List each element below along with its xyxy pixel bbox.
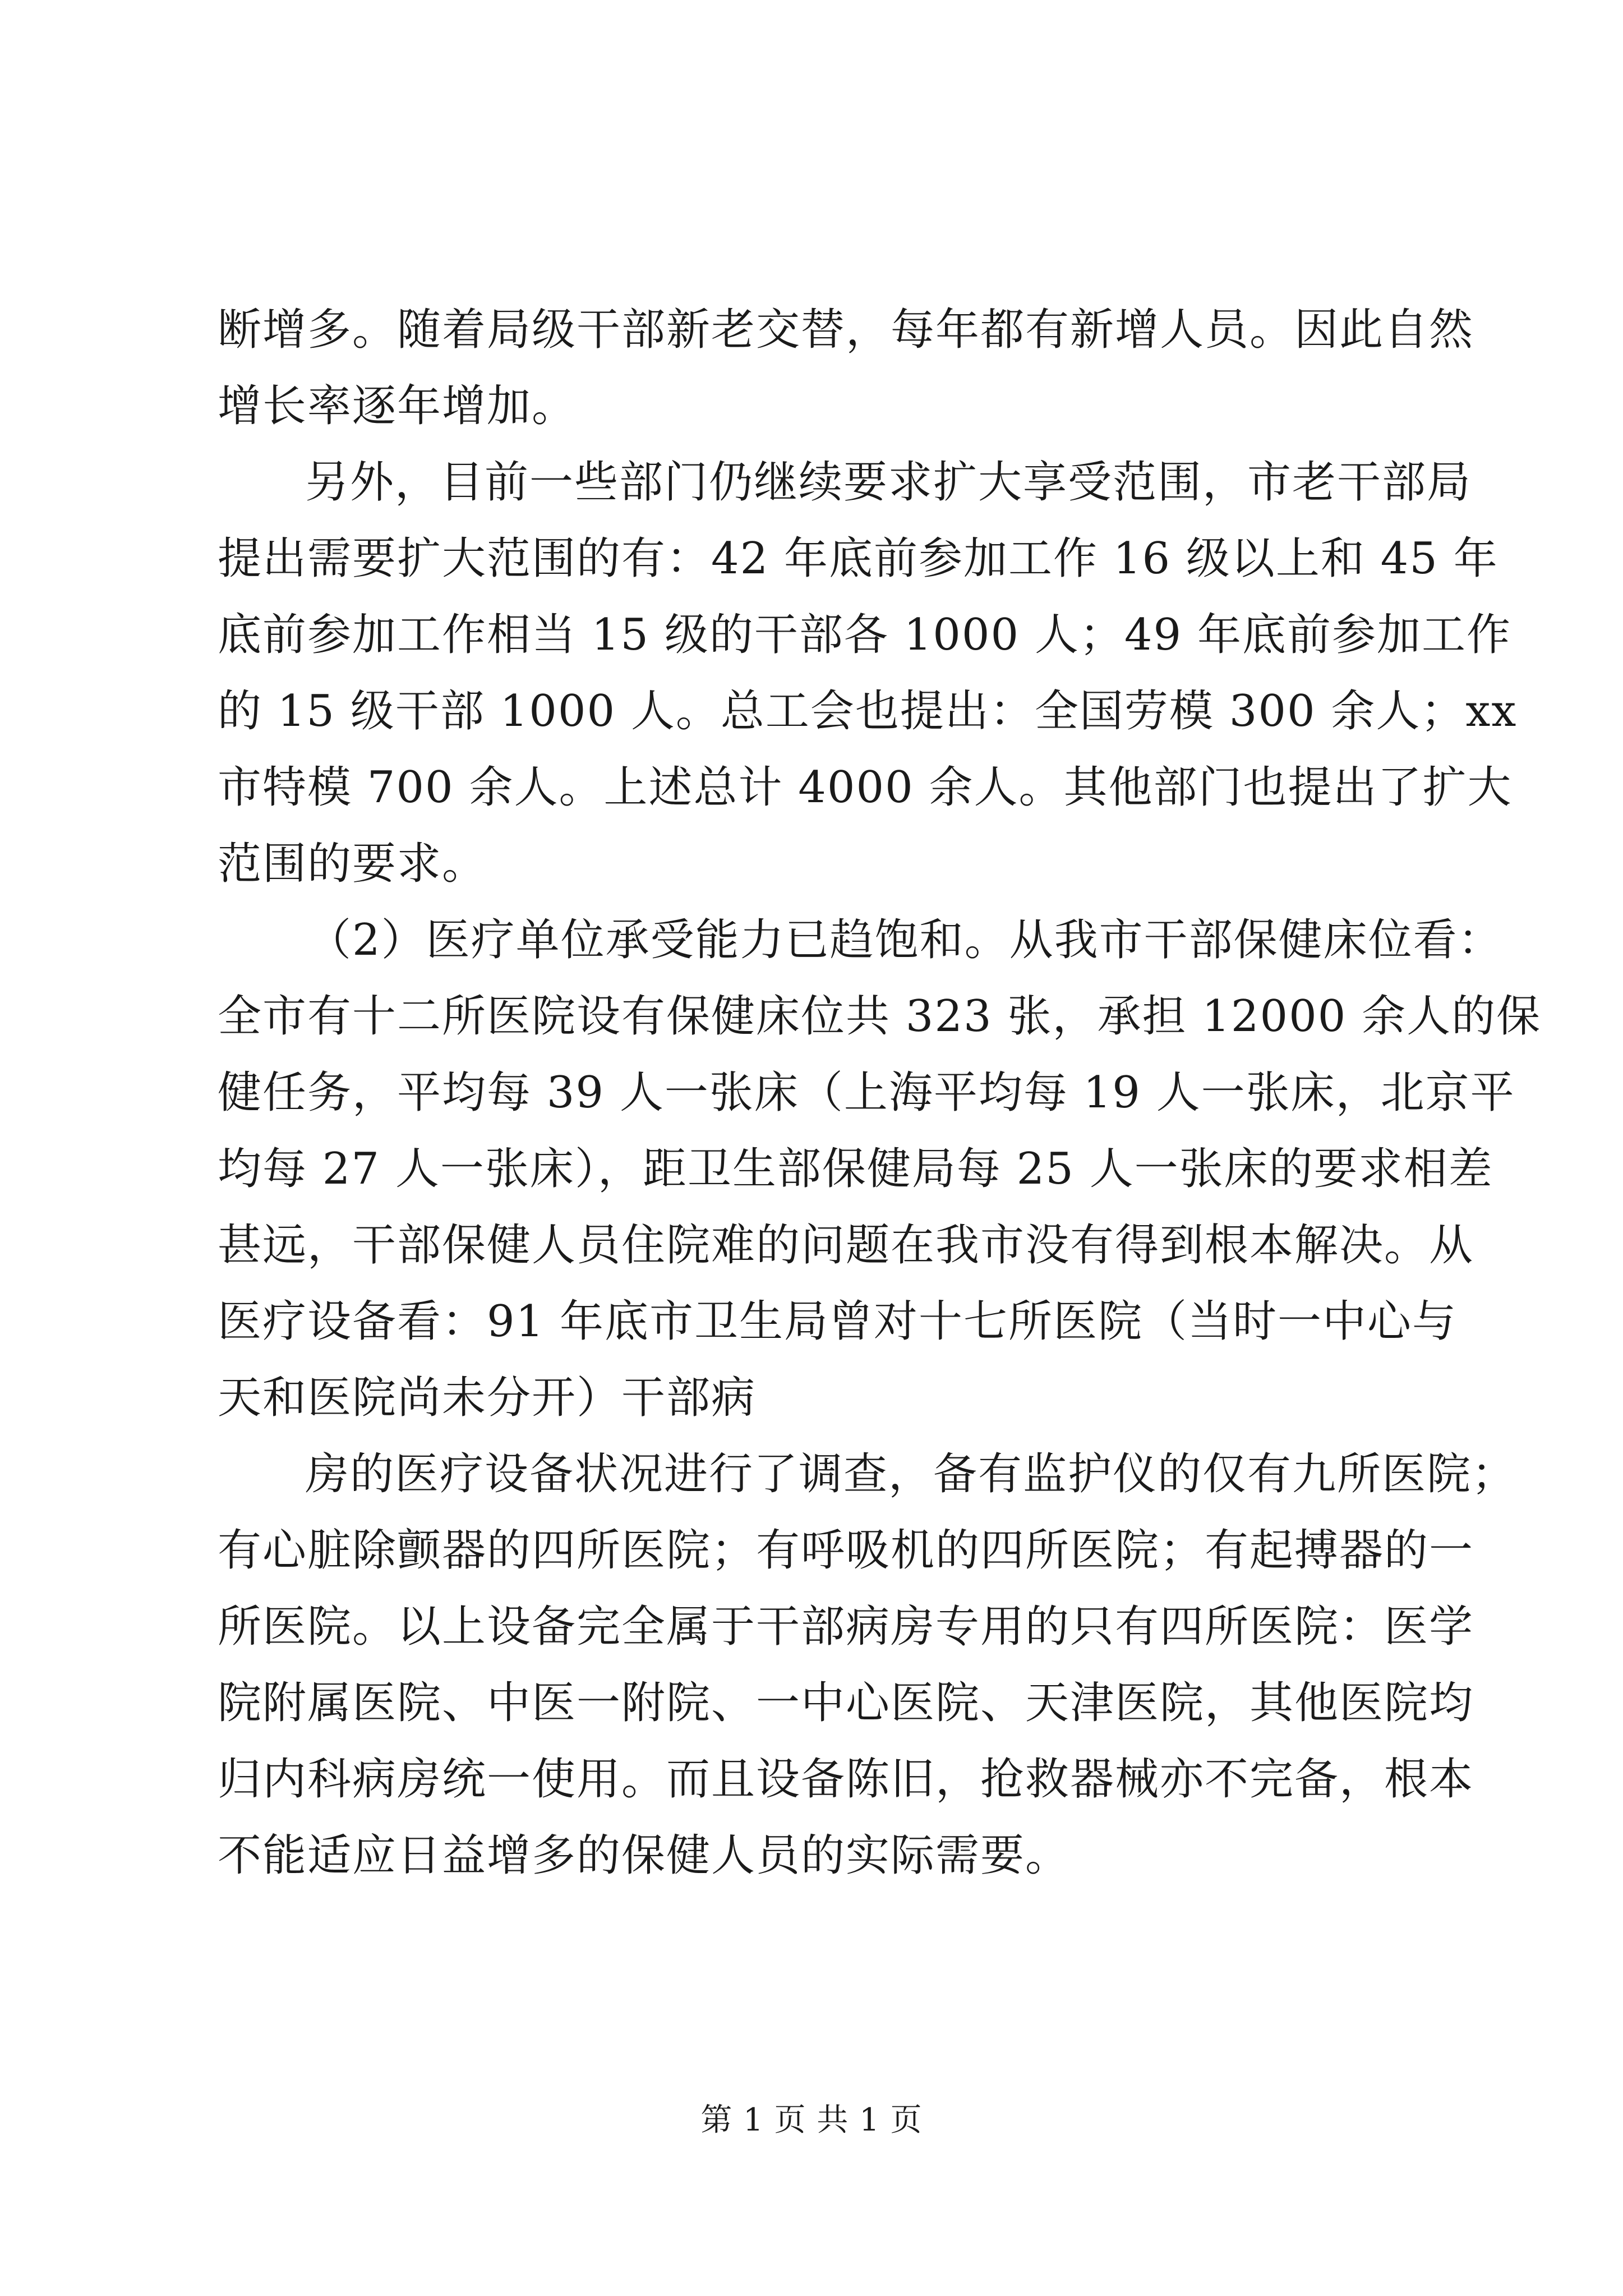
text-line: 另外，目前一些部门仍继续要求扩大享受范围，市老干部局: [305, 457, 1472, 508]
text-line: 均每 27 人一张床），距卫生部保健局每 25 人一张床的要求相差: [218, 1144, 1493, 1194]
text-line: 断增多。随着局级干部新老交替，每年都有新增人员。因此自然: [218, 305, 1474, 355]
text-line: 底前参加工作相当 15 级的干部各 1000 人；49 年底前参加工作: [218, 610, 1511, 660]
text-line: 健任务，平均每 39 人一张床（上海平均每 19 人一张床，北京平: [218, 1068, 1515, 1118]
text-line: 不能适应日益增多的保健人员的实际需要。: [218, 1830, 1071, 1881]
text-line: 有心脏除颤器的四所医院；有呼吸机的四所医院；有起搏器的一: [218, 1525, 1474, 1576]
text-line: 增长率逐年增加。: [218, 381, 577, 431]
text-line: 天和医院尚未分开）干部病: [218, 1373, 757, 1423]
text-line: 院附属医院、中医一附院、一中心医院、天津医院，其他医院均: [218, 1678, 1474, 1728]
paragraph-3: [218, 902, 1542, 1436]
paragraph-2: [218, 444, 1518, 902]
text-line: 医疗设备看：91 年底市卫生局曾对十七所医院（当时一中心与: [218, 1296, 1458, 1347]
text-line: 提出需要扩大范围的有：42 年底前参加工作 16 级以上和 45 年: [218, 533, 1498, 584]
text-line: 的 15 级干部 1000 人。总工会也提出：全国劳模 300 余人；xx: [218, 686, 1518, 737]
text-line: 市特模 700 余人。上述总计 4000 余人。其他部门也提出了扩大: [218, 762, 1513, 813]
document-body: [218, 292, 1542, 1894]
text-line: 全市有十二所医院设有保健床位共 323 张，承担 12000 余人的保: [218, 991, 1542, 1042]
text-line: 房的医疗设备状况进行了调查，备有监护仪的仅有九所医院；: [305, 1449, 1517, 1499]
text-line: 所医院。以上设备完全属于干部病房专用的只有四所医院：医学: [218, 1602, 1474, 1652]
text-line: 范围的要求。: [218, 839, 487, 889]
paragraph-4: [218, 1436, 1517, 1894]
text-line: （2）医疗单位承受能力已趋饱和。从我市干部保健床位看：: [307, 915, 1503, 965]
text-line: 归内科病房统一使用。而且设备陈旧，抢救器械亦不完备，根本: [218, 1754, 1474, 1805]
paragraph-1: [218, 292, 1474, 444]
text-line: 甚远，干部保健人员住院难的问题在我市没有得到根本解决。从: [218, 1220, 1474, 1271]
page-footer: 第 1 页 共 1 页: [700, 2102, 923, 2138]
